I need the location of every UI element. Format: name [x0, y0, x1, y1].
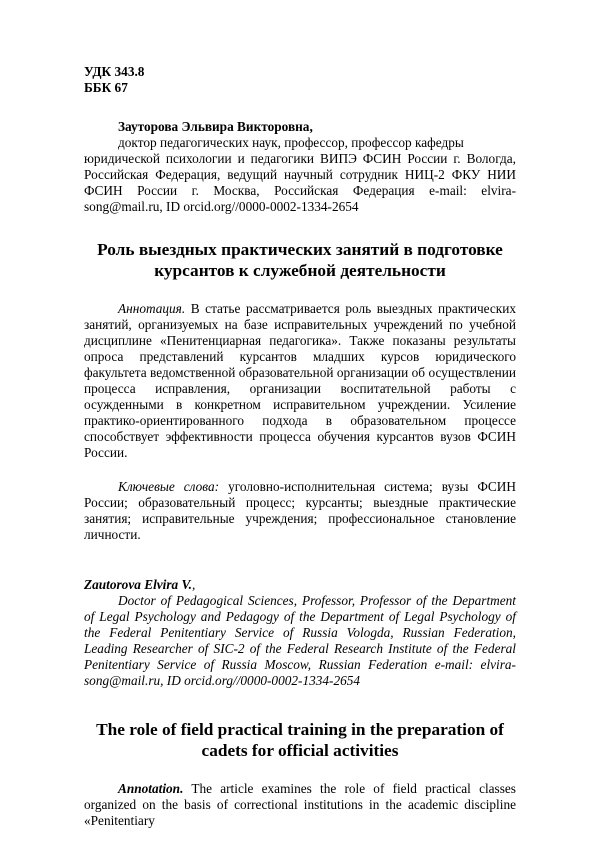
article-title-en	[84, 719, 516, 761]
abstract-ru-text: В статье рассматривается роль выездных практических занятий, организуемых на базе исправительных учреждений по учебной дисциплине «Пенитенциарная педагогика». Также показаны результаты опроса представлений курсантов младших курсов юридического факультета ведомственной образовательной организации об осуществлении процесса исправления, организации воспитательной работы с осужденными в конкретном исправительном учреждении. Усиление практико-ориентированного подхода в образовательном процессе способствует эффективности процесса обучения курсантов вузов ФСИН России.	[84, 301, 516, 460]
udk-code: УДК 343.8	[84, 64, 145, 79]
author-block-en	[84, 577, 516, 689]
article-title-en-line-2: cadets for official activities	[201, 741, 399, 760]
abstract-en-text: The article examines the role of field practical classes organized on the basis of correctional institutions in the academic discipline «Penitentiary	[84, 781, 516, 828]
article-title-ru	[84, 239, 516, 281]
bbk-code: ББК 67	[84, 80, 128, 95]
article-title-ru-line-1: Роль выездных практических занятий в подготовке	[97, 240, 503, 259]
article-title-en-line-1: The role of field practical training in the preparation of	[96, 720, 504, 739]
paper-page	[84, 64, 516, 829]
author-name-en-suffix: ,	[192, 577, 196, 592]
author-block-ru	[84, 119, 516, 215]
abstract-ru	[84, 301, 516, 461]
abstract-en-label: Annotation.	[118, 781, 184, 796]
author-affiliation-ru-first-line: доктор педагогических наук, профессор, профессор кафедры	[118, 135, 464, 150]
author-affiliation-en: Doctor of Pedagogical Sciences, Professor, Professor of the Department of Legal Psychology and Pedagogy of the Department of Legal Psychology of the Federal Penitentiary Service of Russia Vologda, Russian Federation, Leading Researcher of SIC-2 of the Federal Research Institute of the Federal Penitentiary Service of Russia Moscow, Russian Federation e-mail: elvira-song@mail.ru, ID orcid.org//0000-0002-1334-2654	[84, 593, 516, 688]
author-name-en-line	[84, 577, 516, 593]
classification-codes	[84, 64, 516, 96]
abstract-en	[84, 781, 516, 829]
keywords-ru	[84, 479, 516, 543]
author-name-ru: Зауторова Эльвира Викторовна,	[118, 119, 313, 134]
author-name-en: Zautorova Elvira V.	[84, 577, 192, 592]
article-title-ru-line-2: курсантов к служебной деятельности	[154, 261, 446, 280]
author-affiliation-ru: юридической психологии и педагогики ВИПЭ ФСИН России г. Вологда, Российская Федерация, ведущий научный сотрудник НИЦ-2 ФКУ НИИ ФСИН России г. Москва, Российская Федерация e-mail: elvira-song@mail.ru, ID orcid.org//0000-0002-1334-2654	[84, 151, 516, 214]
keywords-ru-label: Ключевые слова:	[118, 479, 220, 494]
abstract-ru-label: Аннотация.	[118, 301, 186, 316]
keywords-ru-text: уголовно-исполнительная система; вузы ФСИН России; образовательный процесс; курсанты; выездные практические занятия; исправительные учреждения; профессиональное становление личности.	[84, 479, 516, 542]
